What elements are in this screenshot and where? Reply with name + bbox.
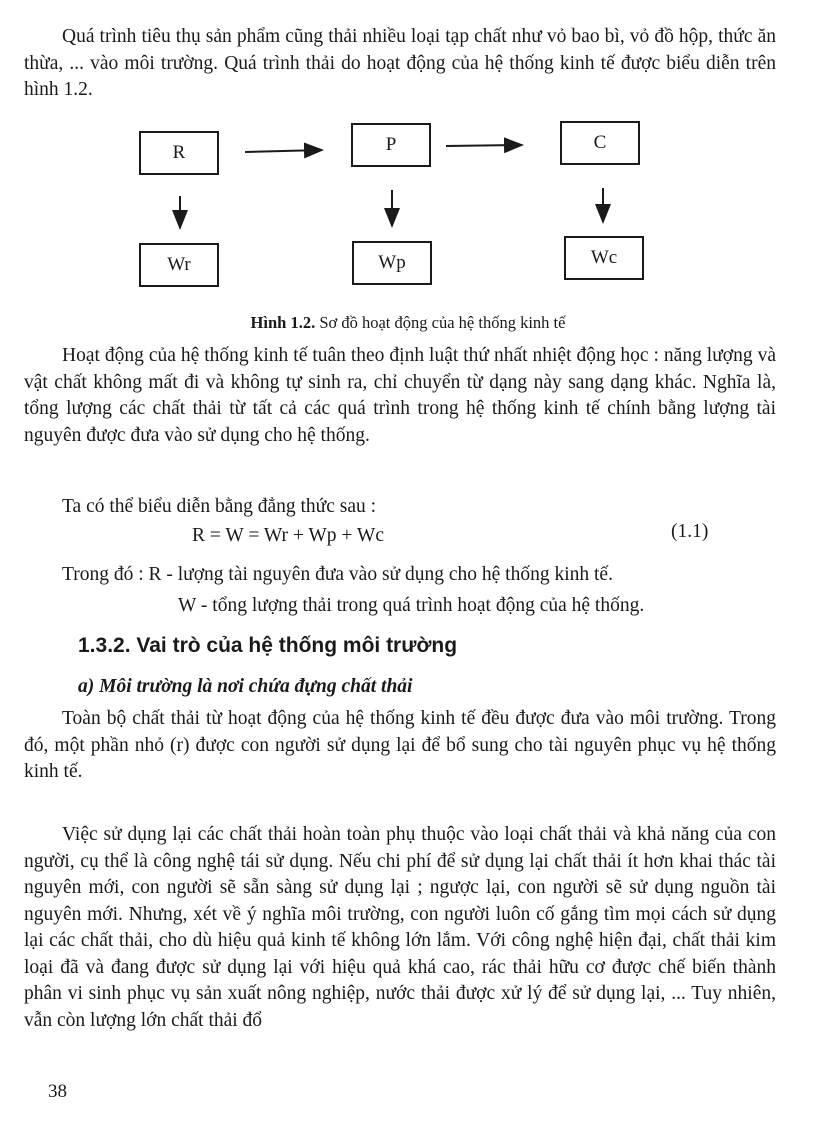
definition-w: W - tổng lượng thải trong quá trình hoạt động của hệ thống. bbox=[178, 595, 645, 616]
equation-number: (1.1) bbox=[671, 521, 709, 542]
page-number: 38 bbox=[48, 1081, 67, 1102]
box-wc: Wc bbox=[564, 236, 644, 280]
subsection-heading: a) Môi trường là nơi chứa đựng chất thải bbox=[78, 676, 413, 697]
arrow-r-to-p bbox=[245, 150, 322, 152]
arrow-p-to-c bbox=[446, 145, 522, 146]
box-c: C bbox=[560, 121, 640, 165]
box-wr: Wr bbox=[139, 243, 219, 287]
waste-paragraph: Toàn bộ chất thải từ hoạt động của hệ thống kinh tế đều được đưa vào môi trường. Trong đó, một phần nhỏ (r) được con người sử dụng lại để bổ sung cho tài nguyên phục vụ hệ thống kinh tế. bbox=[24, 708, 776, 782]
definition-r: Trong đó : R - lượng tài nguyên đưa vào sử dụng cho hệ thống kinh tế. bbox=[62, 564, 613, 585]
box-r: R bbox=[139, 131, 219, 175]
law-paragraph: Hoạt động của hệ thống kinh tế tuân theo định luật thứ nhất nhiệt động học : năng lượng và vật chất không mất đi và không tự sinh ra, chỉ chuyển từ dạng này sang dạng khác. Nghĩa là, tổng lượng các chất thải từ tất cả các quá trình trong hệ thống kinh tế chính bằng lượng tài nguyên được đưa vào sử dụng cho hệ thống. bbox=[24, 345, 776, 446]
equation-formula: R = W = Wr + Wp + Wc bbox=[192, 525, 384, 546]
reuse-paragraph: Việc sử dụng lại các chất thải hoàn toàn phụ thuộc vào loại chất thải và khả năng của con người, cụ thể là công nghệ tái sử dụng. Nếu chi phí để sử dụng lại chất thải ít hơn khai thác tài nguyên mới, con người sẽ sẵn sàng sử dụng lại ; ngược lại, con người sẽ sử dụng nguồn tài nguyên mới. Nhưng, xét về ý nghĩa môi trường, con người luôn cố gắng tìm mọi cách sử dụng lại các chất thải, cho dù hiệu quả kinh tế không lớn lắm. Với công nghệ hiện đại, chất thải kim loại đã và đang được sử dụng lại với hiệu quả khá cao, rác thải hữu cơ được chế biến thành phân vi sinh phục vụ sản xuất nông nghiệp, nước thải được xử lý để sử dụng lại, ... Tuy nhiên, vẫn còn lượng lớn chất thải đổ bbox=[24, 824, 776, 1031]
intro-paragraph: Quá trình tiêu thụ sản phẩm cũng thải nhiều loại tạp chất như vỏ bao bì, vỏ đồ hộp, thức ăn thừa, ... vào môi trường. Quá trình thải do hoạt động của hệ thống kinh tế được biểu diễn trên hình 1.2. bbox=[24, 26, 776, 100]
section-heading: 1.3.2. Vai trò của hệ thống môi trường bbox=[78, 634, 458, 657]
caption-text: Sơ đồ hoạt động của hệ thống kinh tế bbox=[315, 313, 566, 332]
box-wp: Wp bbox=[352, 241, 432, 285]
caption-label: Hình 1.2. bbox=[250, 313, 316, 332]
equation-intro: Ta có thể biểu diễn bằng đẳng thức sau : bbox=[62, 496, 377, 517]
figure-caption bbox=[0, 313, 816, 333]
box-p: P bbox=[351, 123, 431, 167]
diagram-arrows bbox=[0, 0, 816, 320]
